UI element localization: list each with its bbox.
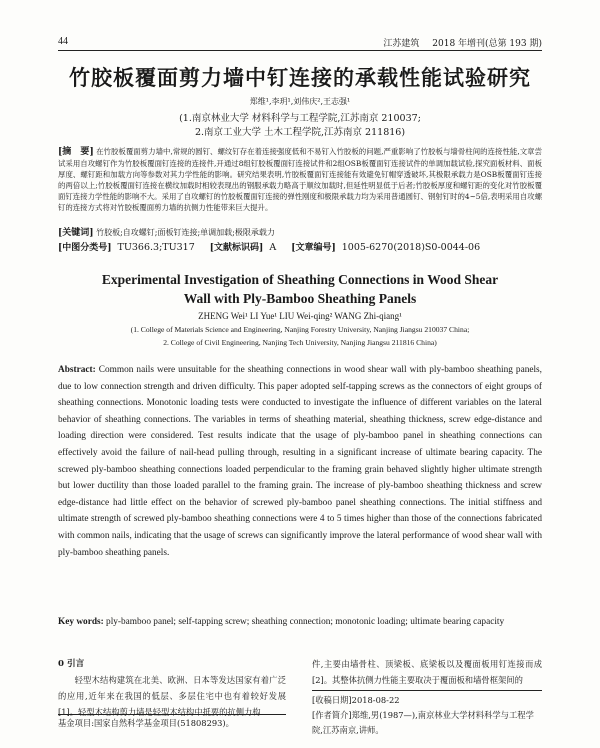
introduction-text: 轻型木结构建筑在北美、欧洲、日本等发达国家有着广泛的应用,近年来在我国的低层、多层住宅中也有着较好发展[1]。轻型木结构剪力墙是轻型木结构中抵要的抗侧力构 [58, 675, 286, 717]
chinese-title: 竹胶板覆面剪力墙中钉连接的承载性能试验研究 [69, 65, 531, 90]
english-title: Experimental Investigation of Sheathing Connections in Wood Shear Wall with Ply-Bamboo Sheathing Panels [101, 272, 499, 306]
english-affiliation-2: 2. College of Civil Engineering, Nanjing Tech University, Nanjing Jiangsu 211816 China) [163, 338, 437, 347]
author-note: [作者简介]郑维,男(1987—),南京林业大学材料科学与工程学院,江苏南京,讲师。 [312, 710, 534, 735]
english-keywords-text: ply-bamboo panel; self-tapping screw; sheathing connection; monotonic loading; ultimate bearing capacity [106, 617, 505, 627]
chinese-abstract [58, 146, 542, 224]
english-abstract-text: Common nails were unsuitable for the sheathing connections in wood shear wall with ply-bamboo sheathing panels, due to low connection strength and driven difficulty. This paper adopted self-tapping screws as the connectors of eight groups of sheathing connections. Monotonic loading tests were conducted to investigate the influence of different variables on the lateral behavior of sheathing connections. The variables in terms of sheathing material, sheathing thickness, screw edge-distance and loading direction were considered. Test results indicate that the usage of ply-bamboo panel in sheathing connections can effectively avoid the failure of nail-head pulling through, resulting in a significant increase of ultimate bearing capacity. The screwed ply-bamboo sheathing connections loaded perpendicular to the framing grain behaved slightly higher ultimate strength but lower ductility than those loaded parallel to the framing grain. The increase of ply-bamboo sheathing thickness and screw edge-distance had little effect on the behavior of screwed ply-bamboo panel sheathing connections. The initial stiffness and ultimate strength of screwed ply-bamboo sheathing connections were 4 to 5 times higher than those of the connections fabricated with common nails, indicating that the usage of screws can significantly improve the lateral performance of wood shear wall with ply-bamboo sheathing panels. [58, 365, 542, 558]
doc-code-label: [文献标识码] [209, 243, 264, 253]
english-abstract-label: Abstract: [58, 365, 96, 375]
chinese-abstract-label: [摘 要] [58, 147, 94, 157]
page-number: 44 [58, 36, 68, 47]
chinese-abstract-text: 在竹胶板覆面剪力墙中,常规的圆钉、螺纹钉存在着连接强度低和不易钉入竹胶板的问题,严重影响了竹胶板与墙骨柱间的连接性能,文章尝试采用自攻螺钉作为竹胶板覆面钉连接的连接件,开通过8组钉胶板覆面钉连接试件和2组OSB板覆面钉连接试件的单调加载试验,探究面板材料、面板厚度、螺钉距和加载方向等参数对其力学性能的影响。研究结果表明,竹胶板覆面钉连接能有效避免钉帽穿透破坏,其极限承载力是OSB板覆面钉连接的两倍以上;竹胶板覆面钉连接在横纹加载时相较表现出的钢服承载力略高于顺纹加载时,但延性明显低于后者;竹胶板厚度和螺钉距的变化对竹胶板覆面钉连接力学性能的影响不大。采用了自攻螺钉的竹胶板覆面钉连接的弹性刚度和极限承载力均为采用普通圆钉、钢射钉时的4~5倍,表明采用自攻螺钉的连接方式将对竹胶板覆面剪力墙的抗侧力性能带来巨大提升。 [58, 147, 542, 212]
class-number: TU366.3;TU317 [117, 242, 195, 253]
chinese-keywords-text: 竹胶板;自攻螺钉;面板钉连接;单调加载;极限承载力 [96, 228, 275, 237]
chinese-authors: 郑维¹,李玥¹,刘伟庆²,王志强¹ [249, 97, 351, 106]
chinese-keywords [58, 226, 542, 240]
footnote-box [312, 690, 542, 738]
article-number: 1005-6270(2018)S0-0044-06 [341, 242, 481, 253]
article-number-label: [文章编号] [291, 243, 336, 253]
chinese-affiliation-1: (1.南京林业大学 材料科学与工程学院,江苏南京 210037; [179, 113, 421, 124]
class-number-label: [中图分类号] [58, 243, 112, 253]
english-authors: ZHENG Wei¹ LI Yue¹ LIU Wei-qing² WANG Zhi-qiang¹ [198, 311, 402, 321]
received-date: [收稿日期]2018-08-22 [312, 695, 400, 705]
english-keywords-label: Key words: [58, 617, 104, 627]
chinese-affiliation-2: 2.南京工业大学 土木工程学院,江苏南京 211816) [194, 127, 406, 138]
chinese-keywords-label: [关键词] [58, 228, 94, 238]
classification-line [58, 241, 542, 255]
english-abstract [58, 362, 542, 561]
journal-issue: 2018 年增刊(总第 193 期) [432, 39, 542, 49]
introduction-heading: 0 引言 [58, 659, 85, 669]
right-column-text: 件,主要由墙骨柱、顶梁板、底梁板以及覆面板用钉连接而成[2]。其整体抗侧力性能主要取决于覆面板和墙骨框架间的 [312, 659, 542, 685]
journal-name: 江苏建筑 [383, 39, 420, 49]
english-affiliation-1: (1. College of Materials Science and Engineering, Nanjing Forestry University, Nanjing Jiangsu 210037 China; [130, 325, 470, 334]
english-keywords [58, 614, 542, 630]
running-header [58, 36, 542, 51]
journal-info [373, 36, 542, 49]
doc-code: A [269, 242, 277, 253]
funding-note: 基金项目:国家自然科学基金项目(51808293)。 [58, 714, 286, 729]
introduction-column [58, 656, 286, 720]
